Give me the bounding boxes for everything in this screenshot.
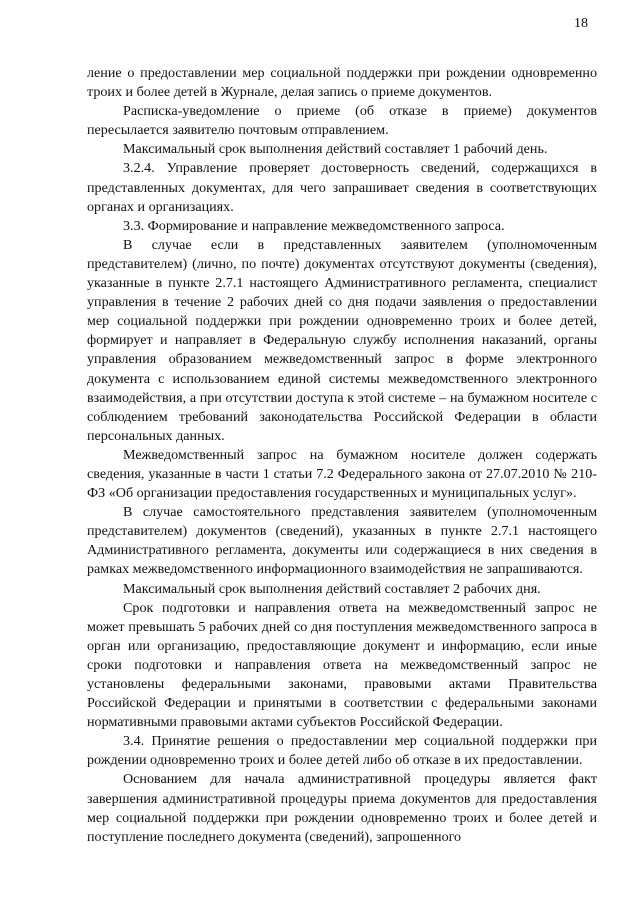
document-body — [87, 64, 597, 847]
paragraph-max-term-1: Максимальный срок выполнения действий составляет 1 рабочий день. — [123, 141, 548, 158]
paragraph-receipt-notice: Расписка-уведомление о приеме (об отказе в приеме) документов пересылается заявителю почтовым отправлением. — [87, 103, 597, 139]
paragraph-3-2-4: 3.2.4. Управление проверяет достоверность сведений, содержащихся в представленных документах, для чего запрашивает сведения в соответствующих органах и организациях. — [87, 160, 597, 215]
paragraph-max-term-2: Максимальный срок выполнения действий составляет 2 рабочих дня. — [123, 580, 541, 597]
paragraph-grounds: Основанием для начала административной процедуры является факт завершения административной процедуры приема документов для предоставления мер социальной поддержки при рождении одновременно троих и более детей и поступление последнего документа (сведений), запрошенного — [87, 771, 597, 845]
paragraph-response-term: Срок подготовки и направления ответа на межведомственный запрос не может превышать 5 рабочих дней со дня поступления межведомственного запроса в орган или организацию, предоставляющие документ и информацию, если иные сроки подготовки и направления ответа на межведомственный запрос не установлены федеральными законами, правовыми актами Правительства Российской Федерации и принятыми в соответствии с федеральными законами нормативными правовыми актами субъектов Российской Федерации. — [87, 599, 597, 731]
paragraph-self-submission: В случае самостоятельного представления заявителем (уполномоченным представителем) документов (сведений), указанных в пункте 2.7.1 настоящего Административного регламента, документы или содержащиеся в них сведения в рамках межведомственного информационного взаимодействия не запрашиваются. — [87, 504, 597, 578]
paragraph-paper-request: Межведомственный запрос на бумажном носителе должен содержать сведения, указанные в части 1 статьи 7.2 Федерального закона от 27.07.2010 № 210-ФЗ «Об организации предоставления государственных и муниципальных услуг». — [87, 446, 597, 502]
page-number: 18 — [574, 16, 588, 31]
paragraph-continuation: ление о предоставлении мер социальной поддержки при рождении одновременно троих и более детей в Журнале, делая запись о приеме документов. — [87, 65, 597, 101]
section-heading-3-3: 3.3. Формирование и направление межведомственного запроса. — [123, 217, 505, 234]
section-heading-3-4: 3.4. Принятие решения о предоставлении мер социальной поддержки при рождении одновременно троих и более детей либо об отказе в их предоставлении. — [87, 733, 597, 769]
paragraph-missing-documents: В случае если в представленных заявителем (уполномоченным представителем) (лично, по почте) документах отсутствуют документы (сведения), указанные в пункте 2.7.1 настоящего Административного регламента, специалист управления в течение 2 рабочих дней со дня подачи заявления о предоставлении мер социальной поддержки при рождении одновременно троих и более детей, формирует и направляет в Федеральную службу исполнения наказаний, органы управления образованием межведомственный запрос в форме электронного документа с использованием единой системы межведомственного электронного взаимодействия, а при отсутствии доступа к этой системе – на бумажном носителе с соблюдением требований законодательства Российской Федерации в области персональных данных. — [87, 236, 597, 444]
